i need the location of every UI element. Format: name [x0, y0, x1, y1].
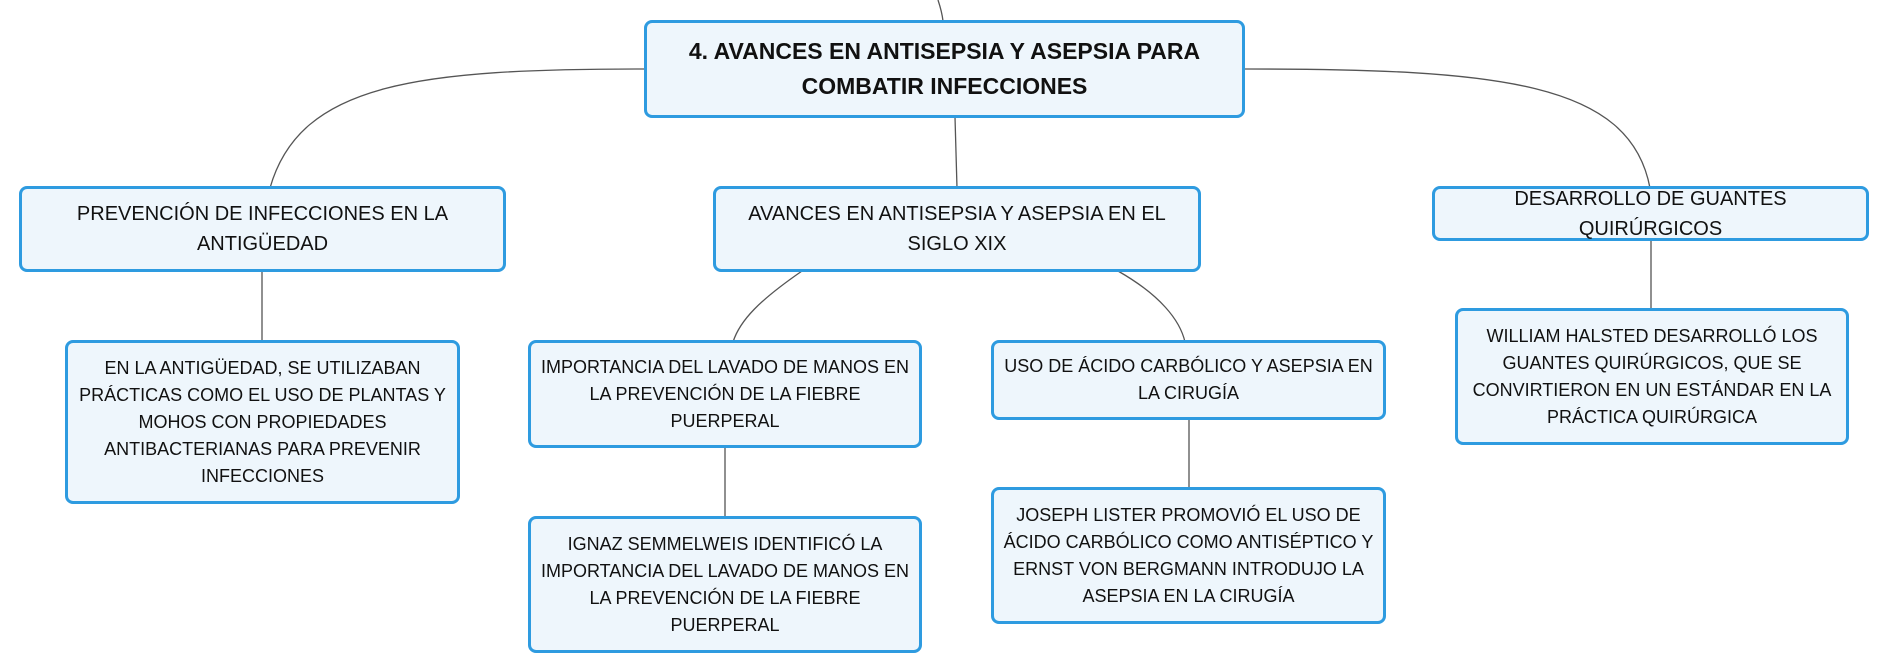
connector-root-to-gloves	[1245, 69, 1650, 188]
root-topic-title: 4. AVANCES EN ANTISEPSIA Y ASEPSIA PARA COMBATIR INFECCIONES	[688, 38, 1201, 99]
subtopic-node-carbolic-acid[interactable]	[991, 340, 1386, 420]
topic-label-nineteenth-century: AVANCES EN ANTISEPSIA Y ASEPSIA EN EL SIGLO XIX	[748, 203, 1166, 255]
topic-node-ancient-prevention[interactable]	[19, 186, 506, 272]
subtopic-node-lister-bergmann[interactable]	[991, 487, 1386, 624]
subtopic-node-ancient-practices[interactable]	[65, 340, 460, 504]
subtopic-text-handwashing: IMPORTANCIA DEL LAVADO DE MANOS EN LA PREVENCIÓN DE LA FIEBRE PUERPERAL	[540, 356, 910, 431]
subtopic-node-halsted-gloves[interactable]	[1455, 308, 1849, 445]
connector-parent-link	[938, 0, 943, 21]
root-topic-node[interactable]	[644, 20, 1245, 118]
topic-label-surgical-gloves: DESARROLLO DE GUANTES QUIRÚRGICOS	[1514, 187, 1787, 240]
subtopic-node-handwashing[interactable]	[528, 340, 922, 448]
subtopic-text-ancient-practices: EN LA ANTIGÜEDAD, SE UTILIZABAN PRÁCTICAS COMO EL USO DE PLANTAS Y MOHOS CON PROPIEDADES ANTIBACTERIANAS PARA PREVENIR INFECCIONES	[79, 357, 446, 486]
subtopic-text-semmelweis: IGNAZ SEMMELWEIS IDENTIFICÓ LA IMPORTANCIA DEL LAVADO DE MANOS EN LA PREVENCIÓN DE LA FIEBRE PUERPERAL	[540, 533, 910, 635]
topic-node-nineteenth-century[interactable]	[713, 186, 1201, 272]
subtopic-text-halsted-gloves: WILLIAM HALSTED DESARROLLÓ LOS GUANTES QUIRÚRGICOS, QUE SE CONVIRTIERON EN UN ESTÁNDAR EN LA PRÁCTICA QUIRÚRGICA	[1472, 325, 1832, 427]
connector-nineteenth-to-carbolic-acid	[1118, 271, 1185, 342]
topic-node-surgical-gloves[interactable]	[1432, 186, 1869, 241]
subtopic-text-lister-bergmann: JOSEPH LISTER PROMOVIÓ EL USO DE ÁCIDO CARBÓLICO COMO ANTISÉPTICO Y ERNST VON BERGMANN INTRODUJO LA ASEPSIA EN LA CIRUGÍA	[1003, 504, 1374, 606]
topic-label-ancient-prevention: PREVENCIÓN DE INFECCIONES EN LA ANTIGÜEDAD	[76, 203, 449, 255]
subtopic-text-carbolic-acid: USO DE ÁCIDO CARBÓLICO Y ASEPSIA EN LA CIRUGÍA	[1004, 356, 1373, 403]
connector-root-to-ancient	[270, 69, 645, 188]
connector-root-to-nineteenth-century	[955, 117, 957, 188]
connector-nineteenth-to-handwashing	[733, 271, 802, 342]
subtopic-node-semmelweis[interactable]	[528, 516, 922, 653]
